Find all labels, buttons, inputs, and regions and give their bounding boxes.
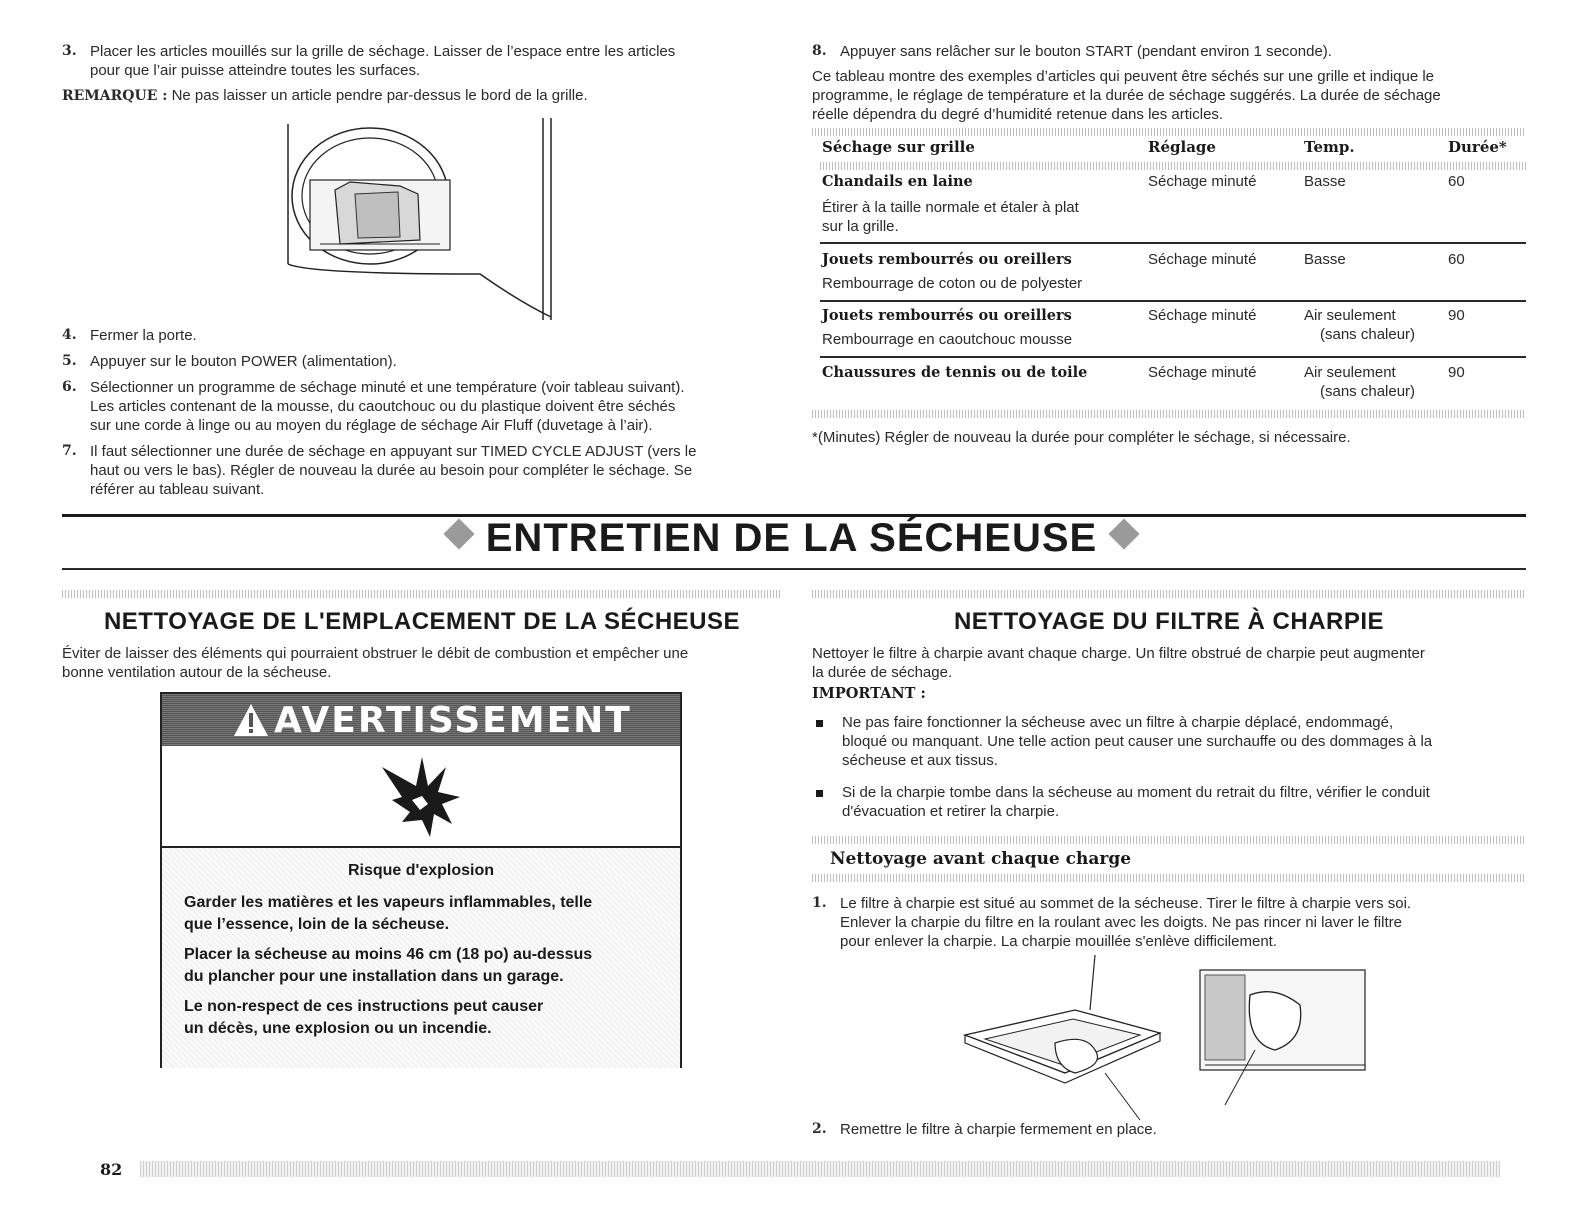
row-separator: [820, 300, 1526, 302]
page-number: 82: [100, 1160, 123, 1179]
step-number: 4.: [62, 327, 77, 343]
row-desc: Rembourrage en caoutchouc mousse: [822, 331, 1073, 348]
dryer-rack-illustration: [280, 112, 570, 322]
row-temp: Air seulement: [1304, 364, 1396, 381]
step-text-line: Appuyer sans relâcher sur le bouton START (pendant environ 1 seconde).: [840, 43, 1332, 60]
row-temp: Basse: [1304, 251, 1346, 268]
warning-header-text: AVERTISSEMENT: [274, 700, 632, 741]
warning-line: Le non-respect de ces instructions peut causer: [184, 998, 544, 1015]
bullet-icon: [816, 790, 823, 797]
row-setting: Séchage minuté: [1148, 251, 1257, 268]
header-rule: [820, 162, 1526, 170]
row-item: Jouets rembourrés ou oreillers: [822, 307, 1072, 324]
row-setting: Séchage minuté: [1148, 307, 1257, 324]
row-desc: Rembourrage de coton ou de polyester: [822, 275, 1083, 292]
section-title: NETTOYAGE DE L'EMPLACEMENT DE LA SÉCHEUSE: [103, 608, 741, 635]
step-number: 5.: [62, 353, 77, 369]
step-text-line: Il faut sélectionner une durée de séchage en appuyant sur TIMED CYCLE ADJUST (vers le: [90, 443, 697, 460]
step-number: 1.: [812, 895, 827, 911]
row-setting: Séchage minuté: [1148, 173, 1257, 190]
step-text-line: pour enlever la charpie. La charpie mouillée s'enlève difficilement.: [840, 933, 1277, 950]
step-text-line: Appuyer sur le bouton POWER (alimentation).: [90, 353, 397, 370]
remarque-note: [62, 86, 782, 106]
table-intro-line: programme, le réglage de température et la durée de séchage suggérés. La durée de séchage: [812, 87, 1441, 104]
hazard-title: Risque d'explosion: [347, 862, 495, 879]
row-temp-note: (sans chaleur): [1320, 326, 1416, 343]
row-setting: Séchage minuté: [1148, 364, 1257, 381]
bullet-line: d'évacuation et retirer la charpie.: [842, 803, 1060, 820]
section-title: NETTOYAGE DU FILTRE À CHARPIE: [953, 608, 1385, 635]
step-text-line: sur une corde à linge ou au moyen du réglage de séchage Air Fluff (duvetage à l’air).: [90, 417, 653, 434]
step-text-line: haut ou vers le bas). Régler de nouveau la durée au besoin pour compléter le séchage. Se: [90, 462, 693, 479]
warning-triangle-icon: [232, 702, 270, 738]
table-intro-line: Ce tableau montre des exemples d’articles qui peuvent être séchés sur une grille et indique le: [812, 68, 1435, 85]
row-time: 90: [1448, 364, 1465, 381]
row-temp-note: (sans chaleur): [1320, 383, 1416, 400]
row-item: Jouets rembourrés ou oreillers: [822, 251, 1072, 268]
row-item: Chandails en laine: [822, 173, 973, 190]
subhead-bottom-rule: [812, 874, 1526, 882]
row-time: 90: [1448, 307, 1465, 324]
diamond-icon: [443, 519, 474, 550]
step-text-line: Sélectionner un programme de séchage minuté et une température (voir tableau suivant).: [90, 379, 685, 396]
footer-strip: [140, 1161, 1500, 1177]
bullet-line: Si de la charpie tombe dans la sécheuse au moment du retrait du filtre, vérifier le conduit: [842, 784, 1430, 801]
main-title-text: ENTRETIEN DE LA SÉCHEUSE: [485, 516, 1098, 560]
section-rule: [62, 590, 782, 598]
table-intro-line: réelle dépendra du degré d’humidité retenue dans les articles.: [812, 106, 1224, 123]
row-separator: [820, 242, 1526, 244]
warning-line: Placer la sécheuse au moins 46 cm (18 po) au-dessus: [184, 946, 593, 963]
warning-line: du plancher pour une installation dans un garage.: [184, 968, 564, 985]
row-time: 60: [1448, 251, 1465, 268]
row-separator: [820, 356, 1526, 358]
row-time: 60: [1448, 173, 1465, 190]
remarque-label: REMARQUE :: [62, 88, 168, 104]
header-temp: Temp.: [1304, 138, 1355, 156]
row-item: Chaussures de tennis ou de toile: [822, 364, 1088, 381]
remarque-text: Ne pas laisser un article pendre par-dessus le bord de la grille.: [171, 87, 588, 104]
warning-line: un décès, une explosion ou un incendie.: [184, 1020, 492, 1037]
step-text-line: pour que l’air puisse atteindre toutes les surfaces.: [90, 62, 421, 79]
row-desc: Étirer à la taille normale et étaler à plat: [822, 199, 1079, 216]
step-text-line: Les articles contenant de la mousse, du caoutchouc ou du plastique doivent être séchés: [90, 398, 676, 415]
warning-line: que l’essence, loin de la sécheuse.: [184, 916, 450, 933]
section-intro-line: bonne ventilation autour de la sécheuse.: [62, 664, 332, 681]
section-intro-line: la durée de séchage.: [812, 664, 953, 681]
diamond-icon: [1109, 519, 1140, 550]
header-time: Durée*: [1448, 138, 1507, 156]
warning-header: [162, 694, 680, 746]
header-setting: Réglage: [1148, 138, 1216, 156]
step-text-line: Enlever la charpie du filtre en la roulant avec les doigts. Ne pas rincer ni laver le filtre: [840, 914, 1402, 931]
bullet-line: bloqué ou manquant. Une telle action peut causer une surchauffe ou des dommages à la: [842, 733, 1433, 750]
section-rule: [812, 590, 1526, 598]
table-footnote: *(Minutes) Régler de nouveau la durée pour compléter le séchage, si nécessaire.: [812, 429, 1351, 446]
step-number: 3.: [62, 43, 77, 59]
header-item: Séchage sur grille: [822, 138, 975, 156]
step-number: 8.: [812, 43, 827, 59]
step-number: 7.: [62, 443, 77, 459]
explosion-icon: [372, 752, 462, 842]
title-bottom-rule: [62, 568, 1526, 570]
table-bottom-rule: [812, 410, 1526, 418]
step-text-line: Remettre le filtre à charpie fermement en place.: [840, 1121, 1157, 1138]
warning-body: [162, 846, 680, 1068]
subhead-top-rule: [812, 836, 1526, 844]
bullet-icon: [816, 720, 823, 727]
bullet-line: Ne pas faire fonctionner la sécheuse avec un filtre à charpie déplacé, endommagé,: [842, 714, 1394, 731]
section-intro-line: Nettoyer le filtre à charpie avant chaque charge. Un filtre obstrué de charpie peut augmenter: [812, 645, 1425, 662]
step-text-line: Placer les articles mouillés sur la grille de séchage. Laisser de l’espace entre les articles: [90, 43, 676, 60]
bullet-line: sécheuse et aux tissus.: [842, 752, 998, 769]
warning-box: [160, 692, 682, 1068]
row-temp: Basse: [1304, 173, 1346, 190]
warning-line: Garder les matières et les vapeurs inflammables, telle: [184, 894, 593, 911]
step-text-line: Fermer la porte.: [90, 327, 197, 344]
lint-filter-illustration: [955, 955, 1375, 1125]
row-temp: Air seulement: [1304, 307, 1396, 324]
row-desc: sur la grille.: [822, 218, 899, 235]
section-intro-line: Éviter de laisser des éléments qui pourraient obstruer le débit de combustion et empêcher une: [62, 645, 689, 662]
main-title: [0, 516, 1583, 561]
step-number: 2.: [812, 1121, 827, 1137]
step-text-line: référer au tableau suivant.: [90, 481, 265, 498]
step-text-line: Le filtre à charpie est situé au sommet de la sécheuse. Tirer le filtre à charpie vers soi.: [840, 895, 1412, 912]
table-header: [820, 130, 1526, 162]
step-number: 6.: [62, 379, 77, 395]
important-label: IMPORTANT :: [812, 685, 926, 702]
subhead: Nettoyage avant chaque charge: [830, 849, 1132, 869]
